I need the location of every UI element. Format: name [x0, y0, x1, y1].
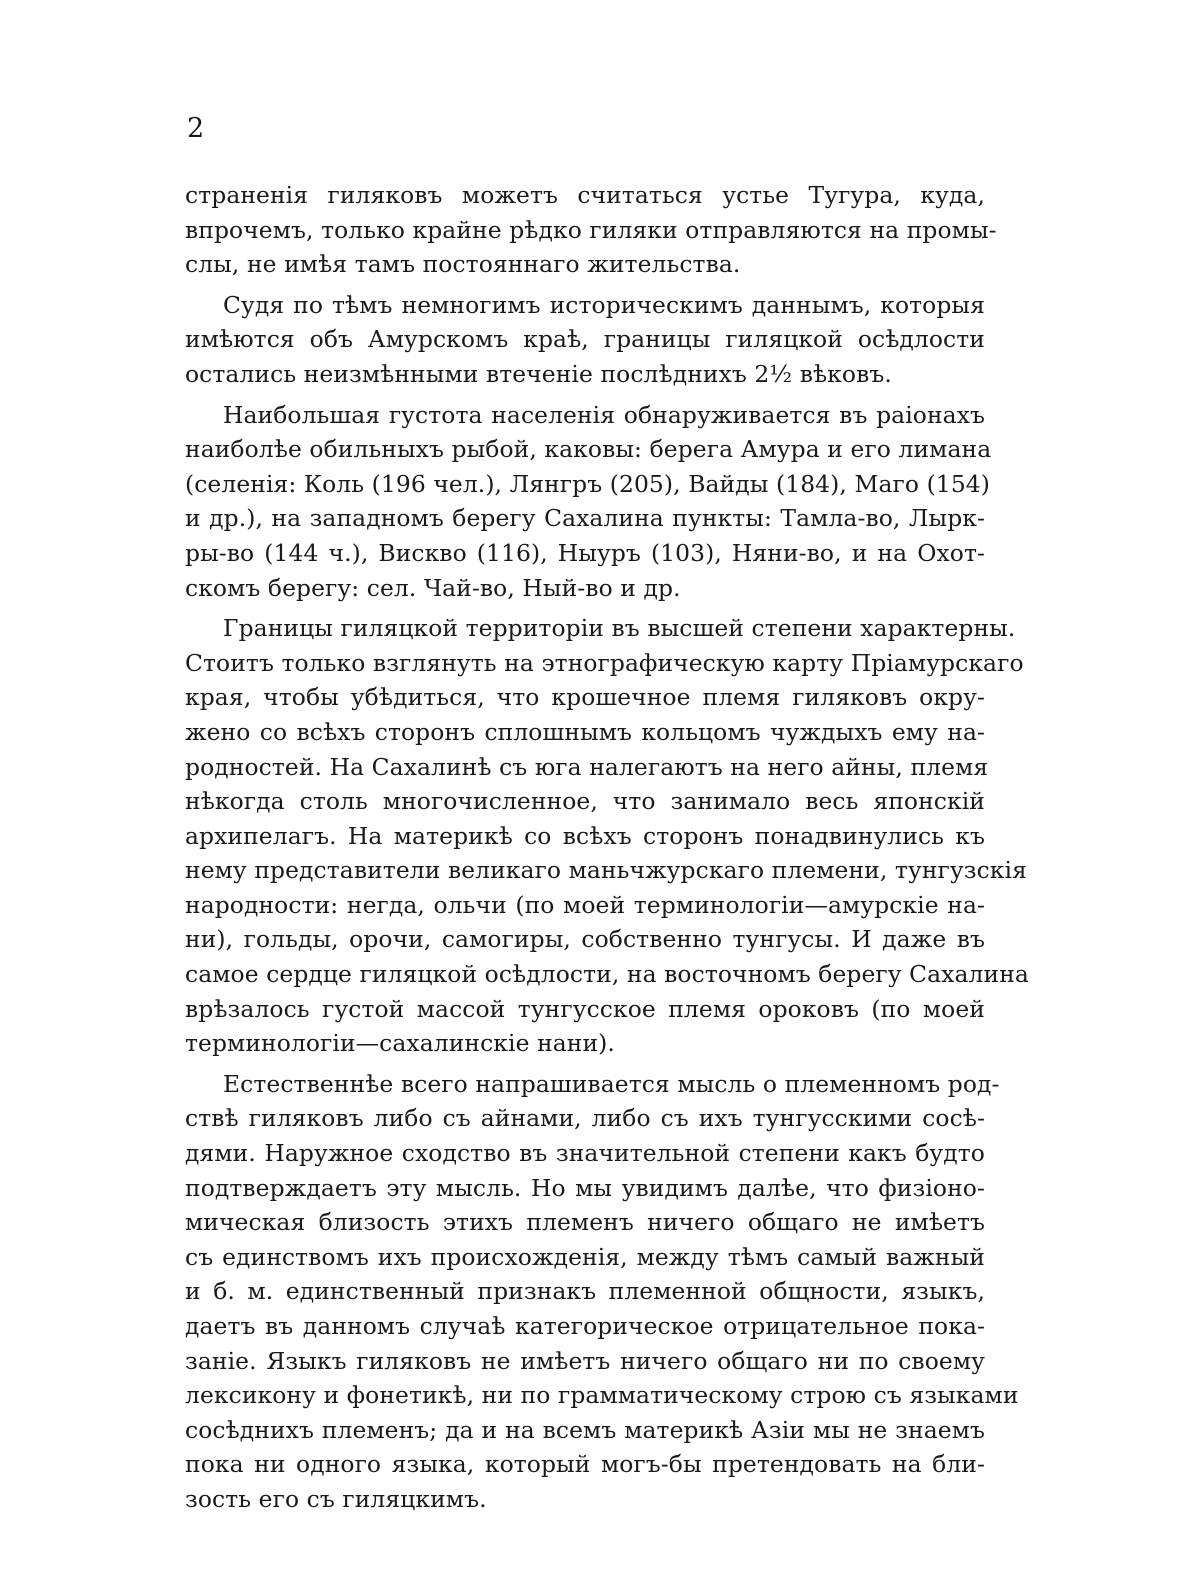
- paragraph: [185, 1067, 1019, 1517]
- text-line: слы, не имѣя тамъ постояннаго жительства.: [185, 250, 741, 279]
- text-line: нему представители великаго маньчжурскаго племени, тунгузскія: [185, 856, 1027, 885]
- text-line: Естественнѣе всего напрашивается мысль о племенномъ род-: [223, 1069, 1000, 1098]
- text-line: народности: негда, ольчи (по моей терминологіи—амурскіе на-: [185, 890, 985, 919]
- text-line: зость его съ гиляцкимъ.: [185, 1484, 487, 1513]
- text-line: архипелагъ. На материкѣ со всѣхъ сторонъ понадвинулись къ: [185, 821, 985, 850]
- text-line: ры-во (144 ч.), Виcкво (116), Ныуръ (103), Няни-во, и на Охот-: [185, 538, 985, 567]
- text-line: Судя по тѣмъ немногимъ историческимъ даннымъ, которыя: [223, 290, 985, 319]
- text-line: съ единствомъ ихъ происхожденія, между тѣмъ самый важный: [185, 1242, 985, 1271]
- text-line: жено со всѣхъ сторонъ сплошнымъ кольцомъ чуждыхъ ему на-: [185, 717, 985, 746]
- text-line: Стоитъ только взглянуть на этнографическую карту Пріамурскаго: [185, 648, 1024, 677]
- text-line: страненія гиляковъ можетъ считаться устье Тугура, куда,: [185, 181, 985, 209]
- text-line: скомъ берегу: сел. Чай-во, Ный-во и др.: [185, 573, 681, 602]
- text-line: ствѣ гиляковъ либо съ айнами, либо съ ихъ тунгусскими сосѣ-: [185, 1104, 985, 1133]
- text-line: сосѣднихъ племенъ; да и на всемъ материкѣ Азіи мы не знаемъ: [185, 1415, 985, 1444]
- text-line: нѣкогда столь многочисленное, что занимало весь японскій: [185, 787, 985, 816]
- text-line: имѣются объ Амурскомъ краѣ, границы гиляцкой осѣдлости: [185, 325, 985, 354]
- paragraph: [185, 611, 1029, 1061]
- text-line: Наибольшая густота населенія обнаруживается въ раіонахъ: [223, 400, 985, 429]
- text-line: терминологіи—сахалинскіе нани).: [185, 1029, 615, 1058]
- text-line: ни), гольды, орочи, самогиры, собственно тунгусы. И даже въ: [185, 925, 985, 954]
- paragraph: [185, 398, 992, 606]
- text-line: и б. м. единственный признакъ племенной общности, языкъ,: [185, 1277, 985, 1306]
- text-line: заніе. Языкъ гиляковъ не имѣетъ ничего общаго ни по своему: [185, 1346, 985, 1375]
- text-line: пока ни одного языка, который могъ-бы претендовать на бли-: [185, 1450, 985, 1479]
- text-line: родностей. На Сахалинѣ съ юга налегаютъ на него айны, племя: [185, 752, 989, 781]
- text-line: лексикону и фонетикѣ, ни по грамматическому строю съ языками: [185, 1381, 1019, 1410]
- body-text: [185, 178, 1029, 1523]
- text-line: впрочемъ, только крайне рѣдко гиляки отправляются на промы-: [185, 215, 997, 244]
- text-line: и др.), на западномъ берегу Сахалина пункты: Тамла-во, Лырк-: [185, 504, 985, 533]
- text-line: дями. Наружное сходство въ значительной степени какъ будто: [185, 1139, 985, 1168]
- text-line: Границы гиляцкой территоріи въ высшей степени характерны.: [223, 614, 1016, 643]
- text-line: самое сердце гиляцкой осѣдлости, на восточномъ берегу Сахалина: [185, 960, 1029, 989]
- text-line: врѣзалось густой массой тунгусское племя ороковъ (по моей: [185, 994, 985, 1023]
- text-line: мическая близость этихъ племенъ ничего общаго не имѣетъ: [185, 1208, 985, 1237]
- text-line: наиболѣе обильныхъ рыбой, каковы: берега Амура и его лимана: [185, 435, 992, 464]
- paragraph: [185, 288, 985, 392]
- page-number: 2: [187, 113, 205, 144]
- text-line: даетъ въ данномъ случаѣ категорическое отрицательное пока-: [185, 1312, 985, 1340]
- text-line: (селенія: Коль (196 чел.), Лянгръ (205), Вайды (184), Маго (154): [185, 469, 991, 498]
- text-line: края, чтобы убѣдиться, что крошечное племя гиляковъ окру-: [185, 683, 985, 712]
- paragraph: [185, 178, 997, 282]
- text-line: подтверждаетъ эту мысль. Но мы увидимъ далѣе, что физіоно-: [185, 1173, 985, 1202]
- text-line: остались неизмѣнными втеченіе послѣднихъ 2½ вѣковъ.: [185, 359, 892, 388]
